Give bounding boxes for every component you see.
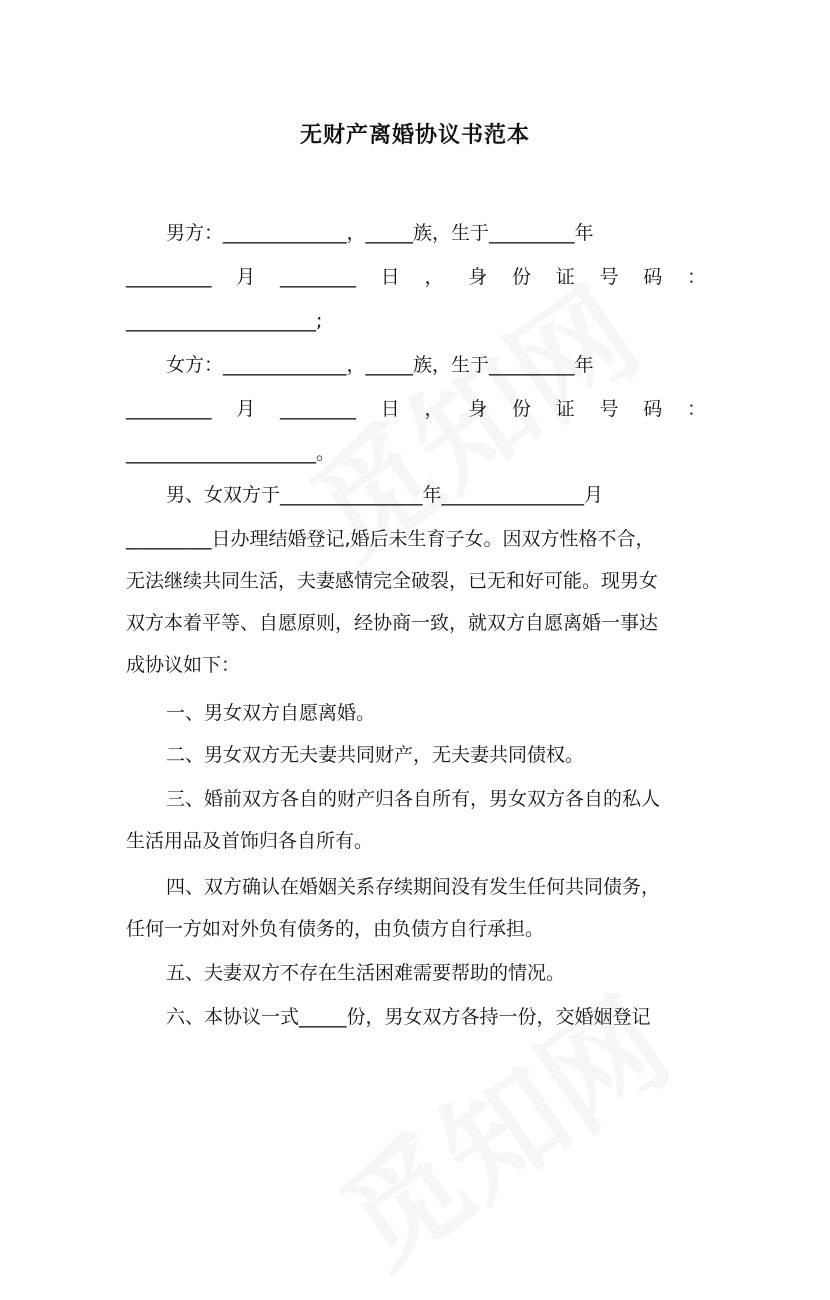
- clause-5: 五、夫妻双方不存在生活困难需要帮助的情况。: [166, 962, 566, 984]
- clause-1: 一、男女双方自愿离婚。: [166, 702, 376, 724]
- female-info-line: 女方：_____________，_____族，生于_________年: [166, 354, 594, 376]
- clause-2: 二、男女双方无夫妻共同财产，无夫妻共同债权。: [166, 744, 585, 766]
- marriage-date-line: 男、女双方于_______________年_______________月: [166, 484, 604, 506]
- paragraph-line: 成协议如下：: [126, 654, 241, 676]
- female-id-line: _________ 月 ________ 日 ， 身 份 证 号 码 ：: [126, 398, 706, 420]
- paragraph-line: 双方本着平等、自愿原则，经协商一致，就双方自愿离婚一事达: [126, 612, 659, 634]
- male-id-blank: ____________________;: [126, 310, 323, 332]
- clause-4-cont: 任何一方如对外负有债务的，由负债方自行承担。: [126, 918, 545, 940]
- document-title: 无财产离婚协议书范本: [299, 123, 530, 148]
- male-info-line: 男方：_____________，_____族，生于_________年: [166, 222, 594, 244]
- clause-3-cont: 生活用品及首饰归各自所有。: [126, 830, 374, 852]
- female-id-blank: ____________________。: [126, 442, 336, 464]
- clause-4: 四、双方确认在婚姻关系存续期间没有发生任何共同债务，: [166, 876, 661, 898]
- male-id-line: _________ 月 ________ 日 ， 身 份 证 号 码 ：: [126, 266, 706, 288]
- paragraph-line: 无法继续共同生活，夫妻感情完全破裂，已无和好可能。现男女: [126, 570, 659, 592]
- paragraph-line: _________日办理结婚登记,婚后未生育子女。因双方性格不合，: [126, 528, 655, 550]
- clause-6: 六、本协议一式_____份，男女双方各持一份，交婚姻登记: [166, 1006, 651, 1028]
- clause-3: 三、婚前双方各自的财产归各自所有，男女双方各自的私人: [166, 788, 661, 810]
